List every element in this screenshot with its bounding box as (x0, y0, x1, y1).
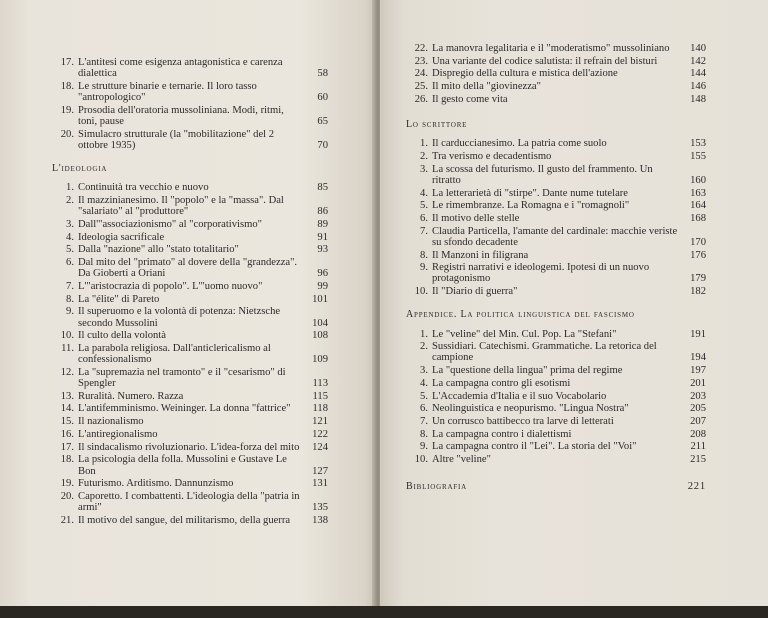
toc-group-left-top (56, 57, 328, 151)
toc-entry-title: Una variante del codice salutista: il refrain del bisturi (432, 55, 658, 67)
toc-entry-title: La "élite" di Pareto (78, 293, 160, 305)
toc-entry (56, 403, 328, 414)
toc-entry-title: Simulacro strutturale (la "mobilitazione" del 2 ottobre 1935) (78, 128, 275, 151)
toc-entry-page-number: 155 (690, 150, 706, 162)
toc-entry-title: Continuità tra vecchio e nuovo (78, 182, 209, 194)
toc-entry-title: L'"aristocrazia di popolo". L'"uomo nuovo" (78, 280, 263, 292)
toc-entry-title: Il sindacalismo rivoluzionario. L'idea-forza del mito (78, 441, 300, 453)
toc-entry-page-number: 144 (690, 68, 706, 80)
toc-entry-page-number: 121 (312, 416, 328, 428)
toc-entry-title: L'antiregionalismo (78, 428, 158, 440)
toc-entry-page-number: 127 (312, 465, 328, 477)
toc-entry-page-number: 142 (690, 55, 706, 67)
toc-entry-page-number: 85 (317, 182, 328, 194)
toc-entry-title: Il motivo delle stelle (432, 212, 520, 224)
toc-entry-number: 19. (60, 104, 74, 116)
toc-entry (56, 429, 328, 440)
toc-entry (410, 391, 706, 402)
toc-entry-page-number: 163 (690, 187, 706, 199)
toc-entry (56, 105, 328, 127)
toc-entry-page-number: 86 (317, 206, 328, 218)
toc-entry (410, 329, 706, 340)
toc-entry (56, 57, 328, 79)
toc-entry-number: 1. (420, 138, 428, 150)
toc-entry-page-number: 101 (312, 293, 328, 305)
toc-entry-page-number: 108 (312, 330, 328, 342)
toc-entry (410, 151, 706, 162)
toc-entry-page-number: 70 (317, 139, 328, 151)
toc-entry-page-number: 207 (690, 415, 706, 427)
toc-entry (410, 365, 706, 376)
toc-entry-number: 6. (420, 212, 428, 224)
toc-entry-number: 25. (414, 81, 428, 93)
toc-entry-page-number: 168 (690, 212, 706, 224)
toc-entry-title: Il "Diario di guerra" (432, 286, 518, 298)
toc-entry-number: 18. (60, 454, 74, 466)
toc-entry (410, 441, 706, 452)
toc-group-scrittore (410, 138, 706, 297)
toc-entry (410, 43, 706, 54)
toc-group-ideologia (56, 182, 328, 526)
toc-entry-title: La manovra legalitaria e il "moderatismo" mussoliniano (432, 43, 670, 54)
toc-entry (410, 138, 706, 149)
toc-entry-title: Sussidiari. Catechismi. Grammatiche. La retorica del campione (432, 341, 657, 364)
toc-entry-page-number: 203 (690, 390, 706, 402)
toc-entry-page-number: 197 (690, 365, 706, 377)
toc-entry (56, 454, 328, 476)
toc-entry-number: 13. (60, 390, 74, 402)
toc-entry (410, 250, 706, 261)
toc-entry-page-number: 104 (312, 317, 328, 329)
toc-entry (410, 226, 706, 248)
toc-entry-number: 17. (60, 57, 74, 68)
toc-entry (410, 341, 706, 363)
toc-entry-title: Dal mito del "primato" al dovere della "grandezza". Da Gioberti a Oriani (78, 257, 298, 280)
toc-entry (410, 286, 706, 297)
toc-entry (410, 403, 706, 414)
toc-entry-page-number: 201 (690, 377, 706, 389)
toc-entry (410, 213, 706, 224)
toc-entry-number: 8. (66, 293, 74, 305)
toc-entry-number: 12. (60, 366, 74, 378)
toc-entry-number: 6. (66, 257, 74, 269)
toc-entry-page-number: 58 (317, 68, 328, 80)
toc-entry-number: 4. (420, 187, 428, 199)
left-toc (52, 57, 328, 528)
toc-entry-title: Dispregio della cultura e mistica dell'azione (432, 68, 618, 80)
toc-entry-page-number: 115 (312, 390, 328, 402)
toc-entry (56, 294, 328, 305)
toc-entry-page-number: 146 (690, 81, 706, 93)
toc-entry (410, 81, 706, 92)
right-page (380, 0, 768, 606)
toc-entry-page-number: 60 (317, 92, 328, 104)
toc-entry-number: 9. (420, 441, 428, 453)
toc-entry (56, 416, 328, 427)
toc-entry-number: 15. (60, 416, 74, 428)
section-heading-scrittore: Lo scrittore (406, 119, 468, 131)
toc-entry-title: Il superuomo e la volontà di potenza: Nietzsche secondo Mussolini (78, 306, 281, 329)
toc-entry-page-number: 93 (317, 244, 328, 256)
toc-entry-number: 9. (420, 262, 428, 274)
toc-entry-number: 3. (420, 365, 428, 377)
toc-entry (56, 129, 328, 151)
toc-entry-page-number: 170 (690, 236, 706, 248)
toc-entry-number: 18. (60, 80, 74, 92)
toc-entry-title: Un corrusco battibecco tra larve di letterati (432, 415, 614, 427)
toc-entry-page-number: 65 (317, 116, 328, 128)
toc-entry (56, 391, 328, 402)
toc-entry-page-number: 164 (690, 200, 706, 212)
toc-entry-title: Il culto della volontà (78, 330, 166, 342)
toc-entry-number: 11. (61, 342, 74, 354)
toc-entry (56, 491, 328, 513)
toc-entry (410, 262, 706, 284)
toc-entry (56, 330, 328, 341)
toc-entry (56, 81, 328, 103)
toc-entry-title: Registri narrativi e ideologemi. Ipotesi di un nuovo protagonismo (432, 262, 650, 285)
toc-entry-title: Ideologia sacrificale (78, 231, 165, 243)
toc-entry (410, 68, 706, 79)
toc-entry-number: 7. (66, 280, 74, 292)
toc-entry-number: 21. (60, 514, 74, 526)
toc-entry-page-number: 215 (690, 454, 706, 466)
toc-entry (56, 367, 328, 389)
bibliografia-entry (406, 481, 706, 492)
toc-entry-page-number: 191 (690, 328, 706, 340)
toc-entry-page-number: 118 (312, 403, 328, 415)
toc-entry-number: 4. (420, 377, 428, 389)
toc-entry-number: 24. (414, 68, 428, 80)
toc-entry-number: 10. (414, 454, 428, 466)
toc-entry-number: 26. (414, 93, 428, 105)
toc-entry (410, 56, 706, 67)
toc-entry-page-number: 138 (312, 514, 328, 526)
toc-entry-number: 9. (66, 306, 74, 318)
toc-entry-title: Neolinguistica e neopurismo. "Lingua Nostra" (432, 403, 629, 415)
toc-entry (56, 219, 328, 230)
toc-entry-page-number: 179 (690, 273, 706, 285)
toc-entry-number: 2. (66, 195, 74, 207)
toc-entry-title: Futurismo. Arditismo. Dannunzismo (78, 478, 234, 490)
toc-entry-number: 1. (420, 328, 428, 340)
toc-entry (56, 244, 328, 255)
toc-entry-title: Altre "veline" (432, 454, 491, 466)
toc-entry-number: 14. (60, 403, 74, 415)
toc-entry (56, 442, 328, 453)
toc-entry-page-number: 176 (690, 249, 706, 261)
toc-entry-title: L'antifemminismo. Weininger. La donna "fattrice" (78, 403, 291, 415)
toc-entry-page-number: 96 (317, 268, 328, 280)
toc-entry-title: La campagna contro i dialettismi (432, 428, 572, 440)
toc-entry-title: Il carduccianesimo. La patria come suolo (432, 138, 607, 150)
toc-entry-page-number: 109 (312, 354, 328, 366)
toc-entry-page-number: 153 (690, 138, 706, 150)
toc-entry-title: Claudia Particella, l'amante del cardinale: macchie veriste su sfondo decadente (432, 225, 678, 248)
toc-entry-title: Caporetto. I combattenti. L'ideologia della "patria in armi" (78, 490, 300, 514)
toc-entry-title: La "questione della lingua" prima del regime (432, 365, 623, 377)
toc-entry-page-number: 135 (312, 502, 328, 514)
toc-entry (410, 378, 706, 389)
toc-entry-title: La campagna contro il "Lei". La storia del "Voi" (432, 441, 637, 453)
toc-entry-title: Tra verismo e decadentismo (432, 150, 552, 162)
toc-entry-page-number: 194 (690, 352, 706, 364)
left-page (0, 0, 376, 606)
toc-entry (410, 454, 706, 465)
toc-entry-number: 19. (60, 478, 74, 490)
toc-entry-title: Il mazzinianesimo. Il "popolo" e la "massa". Dal "salariato" al "produttore" (78, 195, 284, 218)
toc-entry (410, 94, 706, 105)
toc-entry (56, 281, 328, 292)
toc-entry-title: Ruralità. Numero. Razza (78, 390, 184, 402)
toc-entry-page-number: 124 (312, 441, 328, 453)
toc-entry-page-number: 91 (317, 231, 328, 243)
toc-entry-page-number: 205 (690, 403, 706, 415)
toc-entry-number: 22. (414, 43, 428, 54)
toc-entry (56, 195, 328, 217)
toc-entry-title: L'antitesi come esigenza antagonistica e carenza dialettica (78, 57, 283, 80)
toc-entry-page-number: 140 (690, 43, 706, 54)
toc-entry-title: L'Accademia d'Italia e il suo Vocabolario (432, 390, 607, 402)
bibliografia-page-number: 221 (687, 481, 706, 493)
toc-entry-page-number: 208 (690, 428, 706, 440)
toc-entry (410, 429, 706, 440)
toc-entry-page-number: 148 (690, 93, 706, 105)
bibliografia-label: Bibliografia (406, 481, 467, 493)
toc-entry-page-number: 182 (690, 286, 706, 298)
toc-entry (56, 232, 328, 243)
toc-entry-number: 10. (414, 286, 428, 298)
toc-entry-number: 7. (420, 225, 428, 237)
toc-entry-number: 5. (420, 390, 428, 402)
toc-entry-number: 5. (420, 200, 428, 212)
toc-entry-title: La campagna contro gli esotismi (432, 377, 571, 389)
toc-entry-title: Le "veline" del Min. Cul. Pop. La "Stefani" (432, 328, 617, 340)
toc-entry-title: La letterarietà di "stirpe". Dante nume tutelare (432, 187, 629, 199)
toc-entry-number: 1. (66, 182, 74, 194)
toc-entry-number: 6. (420, 403, 428, 415)
toc-entry-number: 7. (420, 415, 428, 427)
toc-entry (410, 188, 706, 199)
section-heading-appendice: Appendice. La politica linguistica del fascismo (406, 309, 635, 321)
toc-entry-page-number: 211 (690, 441, 706, 453)
toc-entry (410, 416, 706, 427)
toc-entry-title: La "supremazia nel tramonto" e il "cesarismo" di Spengler (78, 366, 286, 390)
toc-entry-title: Il motivo del sangue, del militarismo, della guerra (78, 514, 291, 526)
toc-entry-title: Le rimembranze. La Romagna e i "romagnoli" (432, 200, 630, 212)
toc-entry-page-number: 99 (317, 280, 328, 292)
toc-entry-number: 2. (420, 341, 428, 353)
section-heading-ideologia: L'ideologia (52, 163, 108, 175)
toc-entry-page-number: 131 (312, 478, 328, 490)
toc-group-right-top (410, 43, 706, 105)
toc-entry-title: La parabola religiosa. Dall'anticlericalismo al confessionalismo (78, 342, 271, 366)
toc-entry (56, 257, 328, 279)
toc-entry-title: Prosodia dell'oratoria mussoliniana. Modi, ritmi, toni, pause (78, 104, 284, 128)
toc-entry-number: 5. (66, 244, 74, 256)
toc-entry-number: 23. (414, 55, 428, 67)
toc-entry-title: Dalla "nazione" allo "stato totalitario" (78, 244, 239, 256)
toc-entry-number: 20. (60, 128, 74, 140)
toc-entry-number: 17. (60, 441, 74, 453)
toc-entry-number: 20. (60, 490, 74, 502)
right-toc (406, 43, 706, 493)
toc-entry-page-number: 122 (312, 428, 328, 440)
toc-entry-number: 16. (60, 428, 74, 440)
toc-entry-number: 8. (420, 249, 428, 261)
toc-entry-title: Il mito della "giovinezza" (432, 81, 541, 93)
toc-entry-page-number: 89 (317, 218, 328, 230)
toc-entry-number: 8. (420, 428, 428, 440)
toc-entry-title: Il nazionalismo (78, 416, 144, 428)
toc-entry-number: 2. (420, 150, 428, 162)
toc-entry (410, 164, 706, 186)
toc-entry-title: Le strutture binarie e ternarie. Il loro tasso "antropologico" (78, 80, 257, 104)
toc-entry-number: 10. (60, 330, 74, 342)
toc-entry (410, 200, 706, 211)
toc-entry-title: Il gesto come vita (432, 93, 508, 105)
toc-entry (56, 182, 328, 193)
toc-group-appendice (410, 329, 706, 466)
toc-entry-title: La psicologia della folla. Mussolini e Gustave Le Bon (78, 454, 287, 477)
toc-entry (56, 515, 328, 526)
toc-entry-number: 3. (420, 163, 428, 175)
toc-entry-number: 4. (66, 231, 74, 243)
toc-entry (56, 478, 328, 489)
toc-entry-title: Il Manzoni in filigrana (432, 249, 529, 261)
toc-entry (56, 343, 328, 365)
toc-entry-title: La scossa del futurismo. Il gusto del frammento. Un ritratto (432, 163, 653, 186)
toc-entry-number: 3. (66, 218, 74, 230)
toc-entry-page-number: 113 (312, 378, 328, 390)
toc-entry-title: Dall'"associazionismo" al "corporativismo" (78, 218, 262, 230)
toc-entry (56, 306, 328, 328)
toc-entry-page-number: 160 (690, 174, 706, 186)
